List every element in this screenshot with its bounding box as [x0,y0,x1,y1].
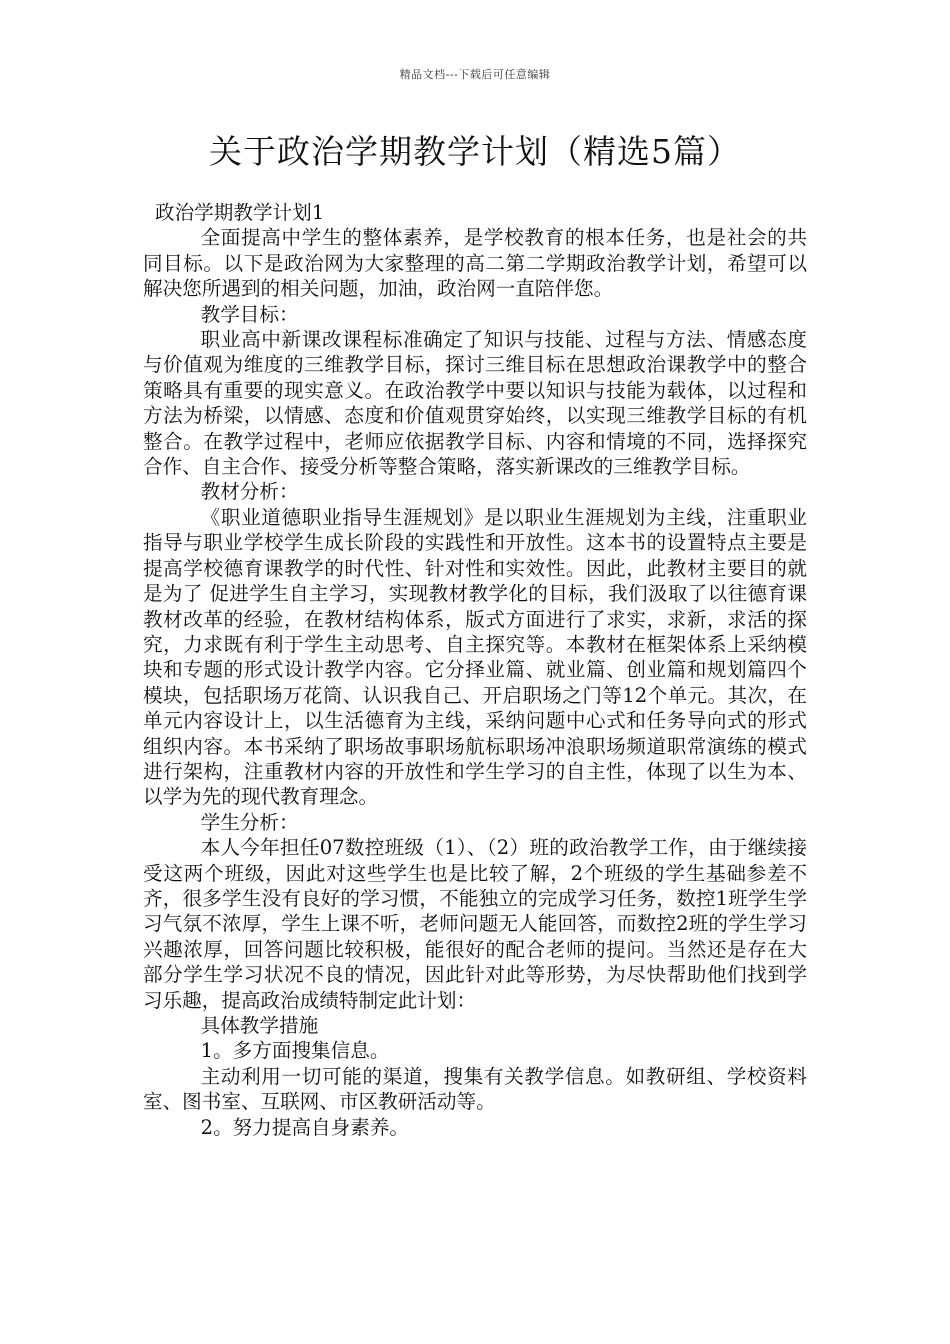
measure-item-1: 1。多方面搜集信息。 [200,1039,390,1063]
document-body [143,200,807,1140]
document-title: 关于政治学期教学计划（精选5篇） [209,132,741,171]
textbook-analysis-paragraph: 《职业道德职业指导生涯规划》是以职业生涯规划为主线，注重职业指导与职业学校学生成长阶段的实践性和开放性。这本书的设置特点主要是提高学校德育课教学的时代性、针对性和实效性。因此，此教材主要目的就是为了 促进学生自主学习，实现教材教学化的目标，我们汲取了以往德育课教材改革的经验，在教材结构体系，版式方面进行了求实，求新，求活的探究，力求既有利于学生主动思考、自主探究等。本教材在框架体系上采纳模块和专题的形式设计教学内容。它分择业篇、就业篇、创业篇和规划篇四个模块，包括职场万花筒、认识我自己、开启职场之门等12个单元。其次，在单元内容设计上，以生活德育为主线，采纳问题中心式和任务导向式的形式组织内容。本书采纳了职场故事职场航标职场冲浪职场频道职常演练的模式进行架构，注重教材内容的开放性和学生学习的自主性，体现了以生为本、以学为先的现代教育理念。 [143,505,807,809]
measure-item-2: 2。努力提高自身素养。 [200,1115,410,1139]
intro-paragraph: 全面提高中学生的整体素养，是学校教育的根本任务，也是社会的共同目标。以下是政治网为大家整理的高二第二学期政治教学计划，希望可以解决您所遇到的相关问题，加油，政治网一直陪伴您。 [143,226,807,301]
teaching-goals-paragraph: 职业高中新课改课程标准确定了知识与技能、过程与方法、情感态度与价值观为维度的三维教学目标，探讨三维目标在思想政治课教学中的整合策略具有重要的现实意义。在政治教学中要以知识与技能为载体，以过程和方法为桥梁，以情感、态度和价值观贯穿始终，以实现三维教学目标的有机整合。在教学过程中，老师应依据教学目标、内容和情境的不同，选择探究合作、自主合作、接受分析等整合策略，落实新课改的三维教学目标。 [143,328,807,479]
student-analysis-paragraph: 本人今年担任07数控班级（1）、（2）班的政治教学工作，由于继续接受这两个班级，因此对这些学生也是比较了解，2个班级的学生基础参差不齐，很多学生没有良好的学习惯，不能独立的完成学习任务，数控1班学生学习气氛不浓厚，学生上课不听，老师问题无人能回答，而数控2班的学生学习兴趣浓厚，回答问题比较积极，能很好的配合老师的提问。当然还是存在大部分学生学习状况不良的情况，因此针对此等形势，为尽快帮助他们找到学习乐趣，提高政治成绩特制定此计划： [143,836,807,1012]
measure-item-1-paragraph: 主动利用一切可能的渠道，搜集有关教学信息。如教研组、学校资料室、图书室、互联网、市区教研活动等。 [143,1064,807,1114]
section-heading-measures: 具体教学措施 [200,1014,319,1037]
header-note: 精品文档---下载后可任意编辑 [399,68,551,81]
section-heading-textbook-analysis: 教材分析： [200,480,299,504]
section-subtitle: 政治学期教学计划1 [155,201,325,224]
section-heading-teaching-goals: 教学目标： [200,302,299,326]
section-heading-student-analysis: 学生分析： [200,810,299,834]
